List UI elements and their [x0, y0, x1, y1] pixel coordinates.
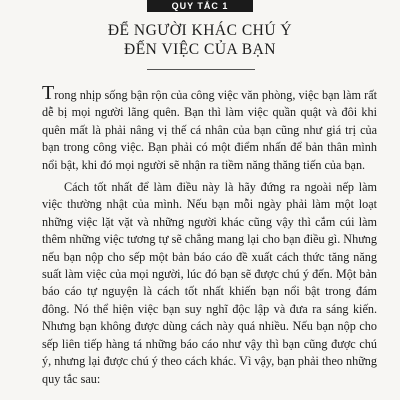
- body-text: [42, 82, 377, 388]
- paragraph-2: Cách tốt nhất để làm điều này là hãy đứng ra ngoài nếp làm việc thường nhật của mình. Nếu bạn mỗi ngày phải làm một loạt những việc lặt vặt và những người khác cũng vậy thì cắm cúi làm thêm những việc tương tự sẽ chẳng mang lại cho bạn điều gì. Nhưng nếu bạn nộp cho sếp một bản báo cáo đề xuất cách thức tăng năng suất làm việc của mọi người, lúc đó bạn sẽ được chú ý đến. Một bản báo cáo tự nguyện là cách tốt nhất khiến bạn nổi bật trong đám đông. Nó thể hiện việc bạn suy nghĩ độc lập và đưa ra sáng kiến. Nhưng bạn không được dùng cách này quá nhiều. Nếu bạn nộp cho sếp liên tiếp hàng tá những báo cáo như vậy thì bạn cũng được chú ý, nhưng lại được chú ý theo cách khác. Vì vậy, bạn phải theo những quy tắc sau:: [42, 180, 377, 386]
- paragraph-1: [42, 82, 377, 174]
- title-divider: [147, 69, 255, 70]
- drop-cap: T: [42, 82, 55, 104]
- chapter-title-line-2: ĐẾN VIỆC CỦA BẠN: [124, 41, 276, 58]
- rule-banner: QUY TẮC 1: [147, 0, 253, 12]
- chapter-title-line-1: ĐỂ NGƯỜI KHÁC CHÚ Ý: [107, 22, 293, 39]
- paragraph-1-text: rong nhịp sống bận rộn của công việc văn phòng, việc bạn làm rất dễ bị mọi người lãng quên. Bạn thì làm việc quần quật và đôi khi quên mất là phải nâng vị thế cá nhân của bạn cũng như giá trị của bạn trong công việc. Bạn phải có một điểm nhấn để bản thân mình nổi bật, khi đó mọi người sẽ nhận ra tiềm năng thăng tiến của bạn.: [42, 88, 377, 172]
